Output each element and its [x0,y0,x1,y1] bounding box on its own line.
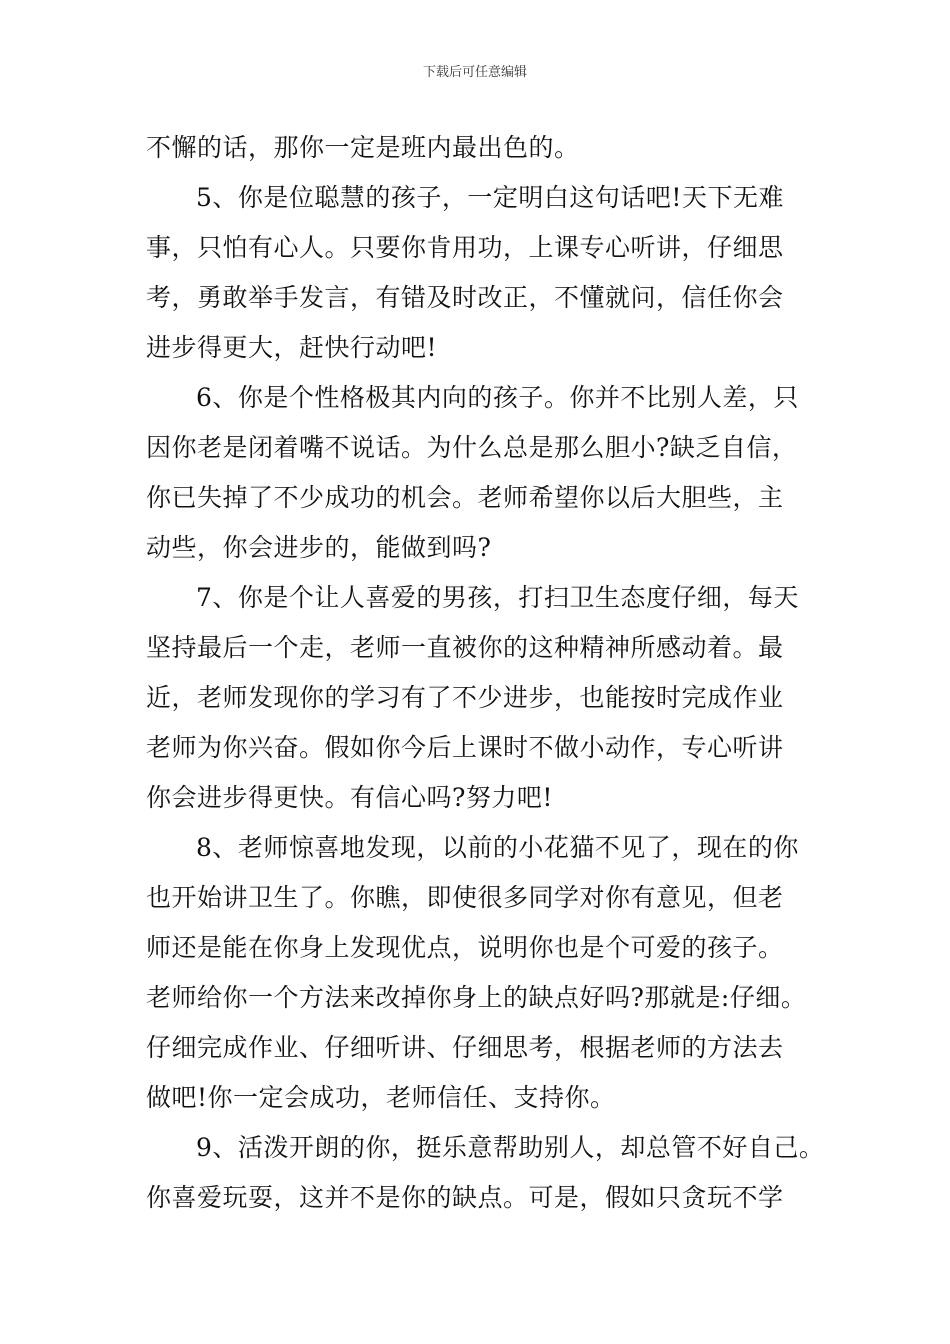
text-line: 坚持最后一个走，老师一直被你的这种精神所感动着。最 [146,633,784,662]
text-line: 9、活泼开朗的你，挺乐意帮助别人，却总管不好自己。 [196,1133,825,1162]
text-line: 7、你是个让人喜爱的男孩，打扫卫生态度仔细，每天 [196,583,799,612]
text-line: 师还是能在你身上发现优点，说明你也是个可爱的孩子。 [146,933,784,962]
text-line: 8、老师惊喜地发现，以前的小花猫不见了，现在的你 [196,833,799,862]
text-line: 老师为你兴奋。假如你今后上课时不做小动作，专心听讲 [146,733,784,762]
text-line: 因你老是闭着嘴不说话。为什么总是那么胆小?缺乏自信， [146,433,798,462]
text-line: 你已失掉了不少成功的机会。老师希望你以后大胆些，主 [146,483,784,512]
text-line: 考，勇敢举手发言，有错及时改正，不懂就问，信任你会 [146,283,784,312]
text-line: 做吧!你一定会成功，老师信任、支持你。 [146,1083,616,1112]
text-line: 进步得更大，赶快行动吧! [146,333,438,362]
text-line: 不懈的话，那你一定是班内最出色的。 [146,133,580,162]
text-line: 仔细完成作业、仔细听讲、仔细思考，根据老师的方法去 [146,1033,784,1062]
text-line: 动些，你会进步的，能做到吗? [146,533,492,562]
document-body [146,123,826,1223]
text-line: 老师给你一个方法来改掉你身上的缺点好吗?那就是:仔细。 [146,983,807,1012]
text-line: 你会进步得更快。有信心吗?努力吧! [146,783,553,812]
page-header: 下载后可任意编辑 [422,65,527,80]
text-line: 近，老师发现你的学习有了不少进步，也能按时完成作业 [146,683,784,712]
text-line: 事，只怕有心人。只要你肯用功，上课专心听讲，仔细思 [146,233,784,262]
text-line: 你喜爱玩耍，这并不是你的缺点。可是，假如只贪玩不学 [146,1183,784,1212]
text-line: 5、你是位聪慧的孩子，一定明白这句话吧!天下无难 [196,183,784,212]
text-line: 6、你是个性格极其内向的孩子。你并不比别人差，只 [196,383,799,412]
text-line: 也开始讲卫生了。你瞧，即使很多同学对你有意见，但老 [146,883,784,912]
